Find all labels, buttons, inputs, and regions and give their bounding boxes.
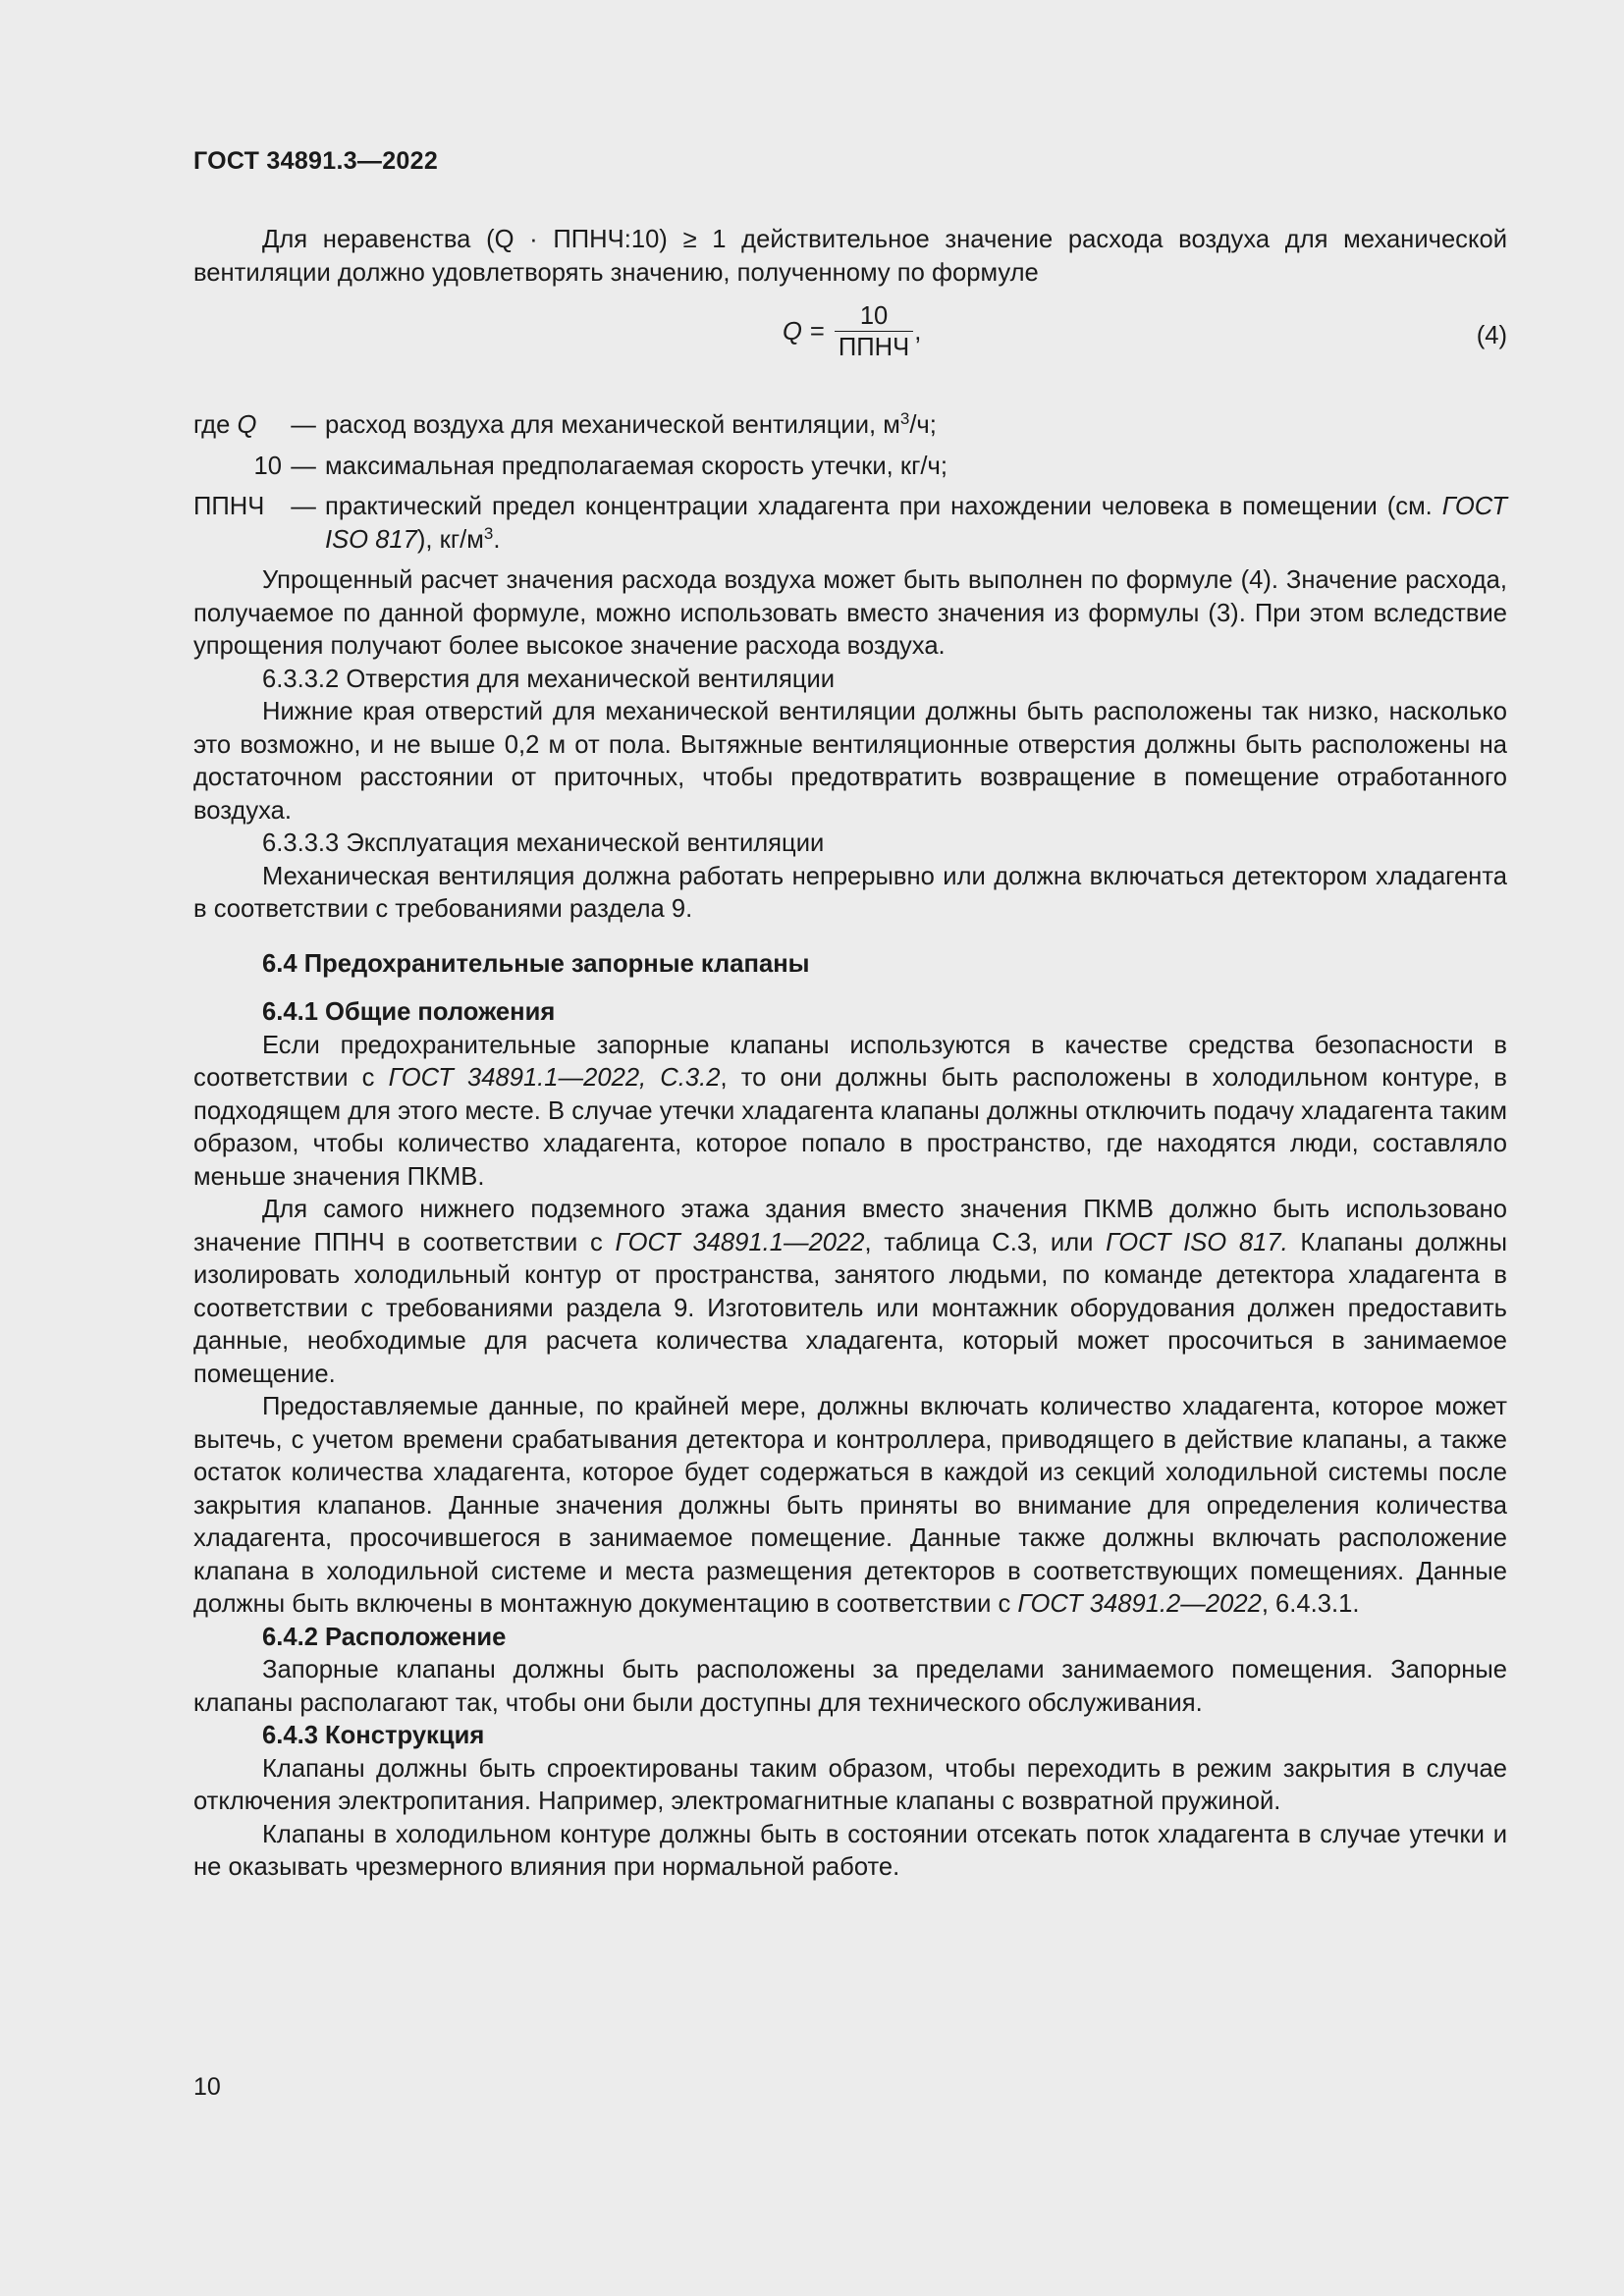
paragraph-6-3-3-2: Нижние края отверстий для механической вентиляции должны быть расположены так низко, насколько это возможно, и не выше 0,2 м от пола. Вытяжные вентиляционные отверстия должны быть расположены на достаточном расстоянии от приточных, чтобы предотвратить возвращение в помещение отработанного воздуха. [193, 698, 1507, 825]
where-symbol: ППНЧ [193, 493, 265, 520]
section-6-4-2-heading: 6.4.2 Расположение [262, 1623, 507, 1651]
paragraph-simplified: Упрощенный расчет значения расхода воздуха может быть выполнен по формуле (4). Значение расхода, получаемое по данной формуле, можно использовать вместо значения из формулы (3). При этом вследствие упрощения получают более высокое значение расхода воздуха. [193, 566, 1507, 660]
section-6-4-heading: 6.4 Предохранительные запорные клапаны [262, 949, 810, 978]
reference: ГОСТ 34891.1—2022 [615, 1228, 865, 1256]
reference-gost-iso-817: ГОСТ ISO 817 [325, 493, 1507, 554]
paragraph-6-4-1-b [193, 1194, 1507, 1391]
where-row-10 [193, 451, 1507, 484]
reference: ГОСТ ISO 817. [1106, 1228, 1288, 1256]
desc-text-end: . [493, 525, 501, 554]
formula-expression [783, 301, 921, 363]
section-6-3-3-2-title: 6.3.3.2 Отверстия для механической вентиляции [262, 665, 836, 693]
text: Для самого нижнего подземного этажа здания вместо значения ПКМВ должно быть использовано значение ППНЧ в соответствии с [193, 1196, 1507, 1256]
text: Клапаны должны изолировать холодильный контур от пространства, занятого людьми, по команде детектора хладагента в соответствии с требованиями раздела 9. Изготовитель или монтажник оборудования должен предоставить данные, необходимые для расчета количества хладагента, который может просочиться в занимаемое помещение. [193, 1228, 1507, 1388]
formula-fraction [835, 301, 913, 363]
paragraph-6-4-1-a [193, 1030, 1507, 1195]
desc-text: практический предел концентрации хладагента при нахождении человека в помещении (см. [325, 493, 1442, 520]
standard-header: ГОСТ 34891.3—2022 [193, 147, 439, 175]
formula-number: (4) [1476, 322, 1507, 349]
desc-text: расход воздуха для механической вентиляции, м [325, 411, 900, 439]
where-description [325, 491, 1507, 557]
paragraph-intro: Для неравенства (Q · ППНЧ:10) ≥ 1 действительное значение расхода воздуха для механической вентиляции должно удовлетворять значению, полученному по формуле [193, 226, 1507, 287]
where-dash: — [291, 452, 316, 480]
text: , то они должны быть расположены в холодильном контуре, в подходящем для этого месте. В случае утечки хладагента клапаны должны отключить подачу хладагента таким образом, чтобы количество хладагента, которое попало в пространство, где находятся люди, составляло меньше значения ПКМВ. [193, 1064, 1507, 1191]
where-row-ppnch [193, 491, 1507, 557]
page-content [193, 224, 1507, 1885]
text: , 6.4.3.1. [1261, 1590, 1360, 1618]
superscript: 3 [899, 409, 910, 428]
formula-lhs: Q [783, 317, 802, 346]
formula-comma: , [914, 317, 922, 346]
paragraph-6-4-3-b: Клапаны в холодильном контуре должны быть в состоянии отсекать поток хладагента в случае утечки и не оказывать чрезмерного влияния при нормальной работе. [193, 1820, 1507, 1881]
page-number: 10 [193, 2073, 221, 2101]
desc-text-unit: ), кг/м [416, 525, 484, 554]
reference: ГОСТ 34891.1—2022, С.3.2 [388, 1064, 721, 1092]
formula-4 [193, 294, 1507, 403]
where-dash: — [291, 411, 316, 439]
paragraph-6-3-3-3: Механическая вентиляция должна работать непрерывно или должна включаться детектором хладагента в соответствии с требованиями раздела 9. [193, 862, 1507, 923]
where-row-q [193, 409, 1507, 443]
formula-numerator: 10 [859, 302, 889, 330]
where-description: максимальная предполагаемая скорость утечки, кг/ч; [325, 452, 947, 480]
symbol-q: Q [237, 411, 257, 439]
section-6-3-3-3-title: 6.3.3.3 Эксплуатация механической вентиляции [262, 829, 825, 857]
where-description [325, 409, 1507, 443]
superscript: 3 [483, 523, 494, 543]
where-dash: — [291, 493, 316, 520]
text: , таблица С.3, или [864, 1228, 1107, 1256]
where-symbol [193, 409, 282, 443]
text: Если предохранительные запорные клапаны используются в качестве средства безопасности в соответствии с [193, 1031, 1507, 1092]
where-symbol: 10 [253, 452, 282, 480]
formula-equals: = [809, 317, 825, 346]
section-6-4-3-heading: 6.4.3 Конструкция [262, 1722, 485, 1749]
section-6-4-1-heading: 6.4.1 Общие положения [262, 998, 556, 1026]
paragraph-6-4-2: Запорные клапаны должны быть расположены за пределами занимаемого помещения. Запорные клапаны располагают так, чтобы они были доступны для технического обслуживания. [193, 1656, 1507, 1717]
desc-text-end: /ч; [909, 411, 937, 439]
where-prefix: где [193, 411, 238, 439]
formula-denominator: ППНЧ [838, 334, 910, 361]
text: Предоставляемые данные, по крайней мере, должны включать количество хладагента, которое может вытечь, с учетом времени срабатывания детектора и контроллера, приводящего в действие клапаны, а также остаток количества хладагента, которое будет содержаться в каждой из секций холодильной системы после закрытия клапанов. Данные значения должны быть приняты во внимание для определения количества хладагента, просочившегося в занимаемое помещение. Данные также должны включать расположение клапана в холодильной системе и места размещения детекторов в соответствующих помещениях. Данные должны быть включены в монтажную документацию в соответствии с [193, 1393, 1507, 1618]
paragraph-6-4-1-c [193, 1391, 1507, 1622]
reference: ГОСТ 34891.2—2022 [1017, 1590, 1262, 1618]
where-list [193, 409, 1507, 557]
paragraph-6-4-3-a: Клапаны должны быть спроектированы таким образом, чтобы переходить в режим закрытия в случае отключения электропитания. Например, электромагнитные клапаны с возвратной пружиной. [193, 1754, 1507, 1815]
